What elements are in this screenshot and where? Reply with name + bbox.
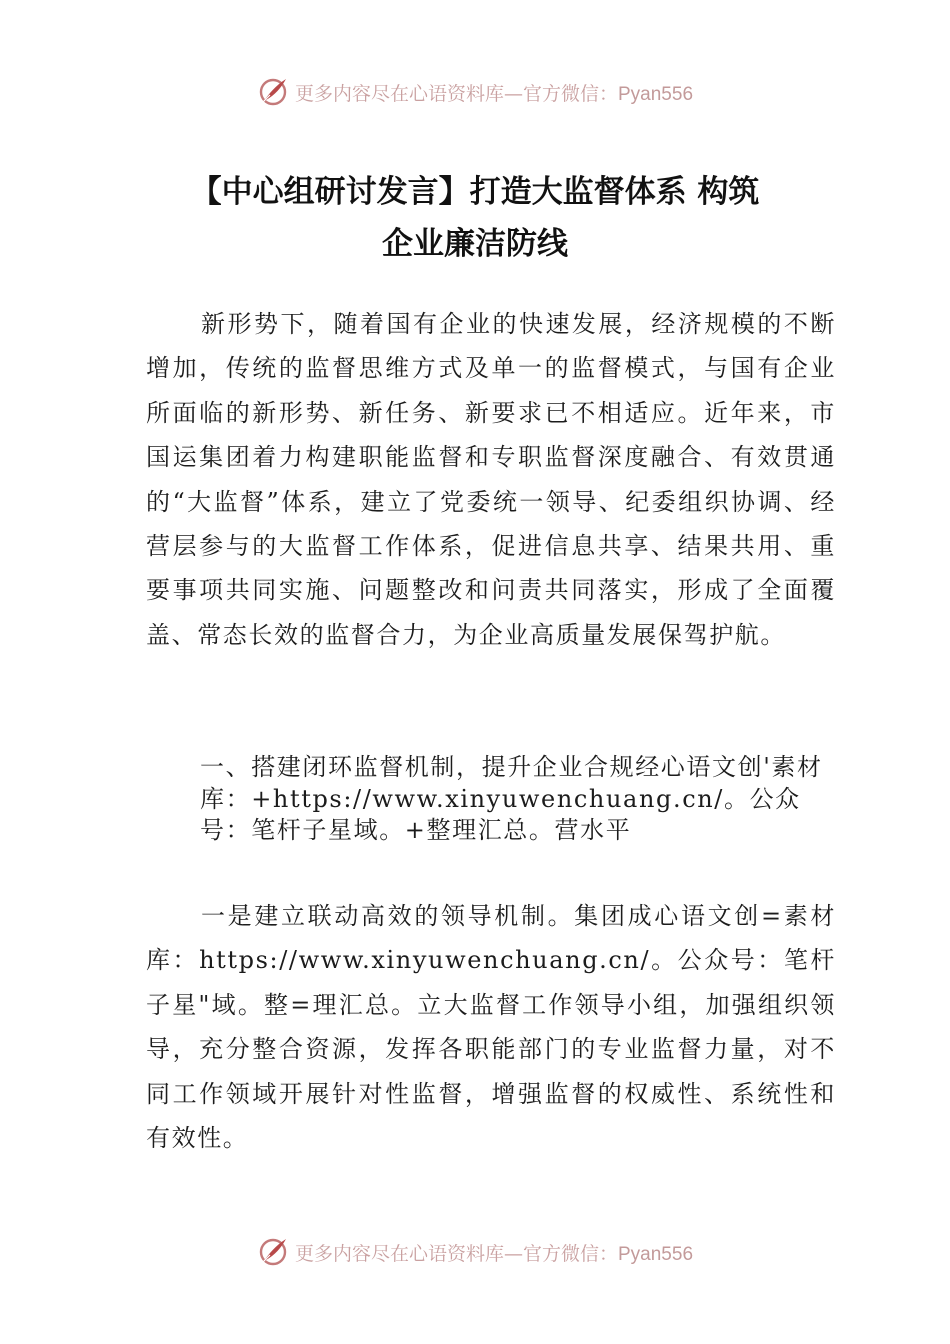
title-line-2: 企业廉洁防线 [382,226,568,262]
watermark-wechat-id: Pyan556 [618,83,694,105]
document-title [0,166,950,270]
header-watermark [0,72,950,112]
footer-watermark [0,1232,950,1272]
watermark-wechat-id: Pyan556 [618,1243,694,1265]
intro-paragraph: 新形势下，随着国有企业的快速发展，经济规模的不断增加，传统的监督思维方式及单一的监督模式，与国有企业所面临的新形势、新任务、新要求已不相适应。近年来，市国运集团着力构建职能监督和专职监督深度融合、有效贯通的“大监督”体系，建立了党委统一领导、纪委组织协调、经营层参与的大监督工作体系，促进信息共享、结果共用、重要事项共同实施、问题整改和问责共同落实，形成了全面覆盖、常态长效的监督合力，为企业高质量发展保驾护航。 [146,310,836,649]
body-paragraph: 一是建立联动高效的领导机制。集团成心语文创=素材库：https://www.xinyuwenchuang.cn/。公众号：笔杆子星"域。整=理汇总。立大监督工作领导小组，加强组织领导，充分整合资源，发挥各职能部门的专业监督力量，对不同工作领域开展针对性监督，增强监督的权威性、系统性和有效性。 [146,902,836,1153]
watermark-text [295,79,693,106]
watermark-label: 更多内容尽在心语资料库—官方微信： [294,1242,618,1265]
title-line-1: 【中心组研讨发言】打造大监督体系 构筑 [190,174,760,210]
quill-logo-icon [257,76,289,108]
quill-logo-icon [257,1236,289,1268]
watermark-label: 更多内容尽在心语资料库—官方微信： [294,82,618,105]
watermark-text [295,1239,693,1266]
section-heading: 一、搭建闭环监督机制，提升企业合规经心语文创'素材库：+https://www.xinyuwenchuang.cn/。公众号：笔杆子星域。+整理汇总。营水平 [200,753,823,844]
